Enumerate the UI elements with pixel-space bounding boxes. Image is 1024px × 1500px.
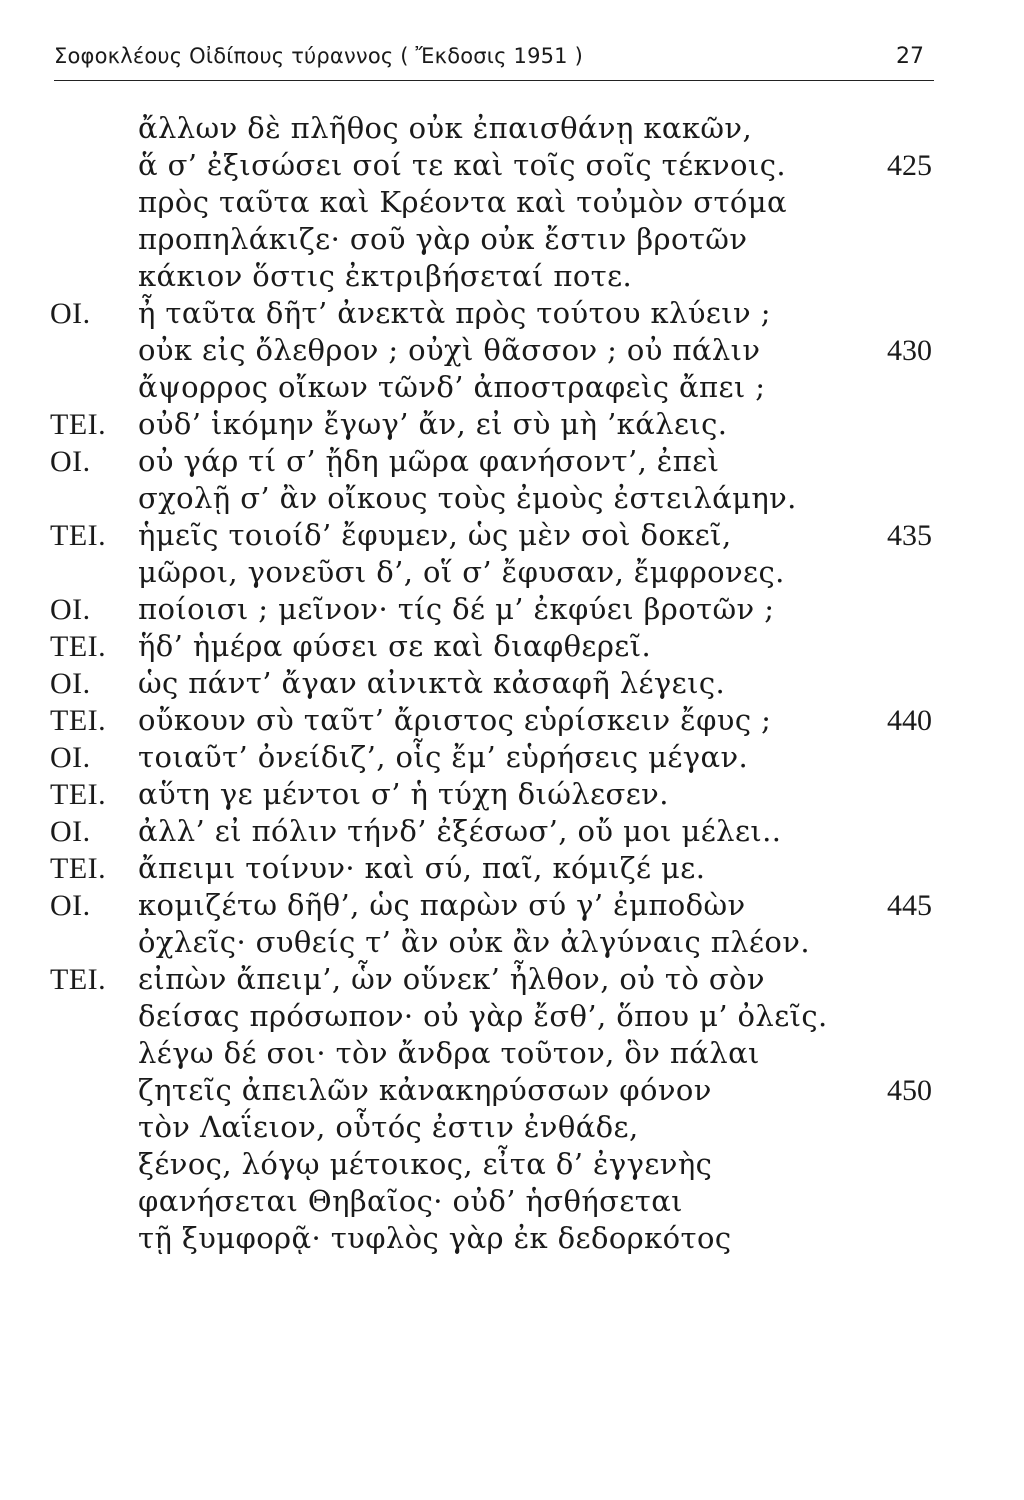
line-number: 435 [887,519,932,552]
verse-text-line: πρὸς ταῦτα καὶ Κρέοντα καὶ τοὐμὸν στόμα [138,185,788,219]
verse-line [0,628,1024,665]
verse-text [0,110,1024,1257]
verse-line [0,332,1024,369]
running-header [54,38,934,81]
line-number: 440 [887,704,932,737]
verse-text-line: τῇ ξυμφορᾷ· τυφλὸς γὰρ ἐκ δεδορκότος [138,1221,732,1255]
verse-text-line: τοιαῦτ’ ὀνείδιζ’, οἷς ἔμ’ εὑρήσεις μέγαν. [138,740,749,774]
verse-text-line: ὡς πάντ’ ἄγαν αἰνικτὰ κἀσαφῆ λέγεις. [138,666,726,700]
verse-text-line: αὕτη γε μέντοι σ’ ἡ τύχη διώλεσεν. [138,777,669,811]
verse-text-line: ζητεῖς ἀπειλῶν κἀνακηρύσσων φόνον [138,1073,712,1107]
speaker-label: ΤΕΙ. [50,704,107,737]
speaker-label: ΤΕΙ. [50,778,107,811]
line-number: 430 [887,334,932,367]
verse-text-line: οὔκουν σὺ ταῦτ’ ἄριστος εὑρίσκειν ἔφυς ; [138,703,772,737]
verse-line [0,110,1024,147]
line-number: 445 [887,889,932,922]
verse-line [0,443,1024,480]
verse-text-line: προπηλάκιζε· σοῦ γὰρ οὐκ ἔστιν βροτῶν [138,222,748,256]
verse-text-line: φανήσεται Θηβαῖος· οὐδ’ ἡσθήσεται [138,1184,683,1218]
verse-line [0,776,1024,813]
verse-line [0,813,1024,850]
line-number: 425 [887,149,932,182]
verse-text-line: οὐδ’ ἱκόμην ἔγωγ’ ἄν, εἰ σὺ μὴ ’κάλεις. [138,407,728,441]
verse-text-line: εἰπὼν ἄπειμ’, ὧν οὕνεκ’ ἦλθον, οὐ τὸ σὸν [138,962,765,996]
verse-line [0,961,1024,998]
speaker-label: ΤΕΙ. [50,852,107,885]
verse-line [0,258,1024,295]
verse-text-line: λέγω δέ σοι· τὸν ἄνδρα τοῦτον, ὃν πάλαι [138,1036,760,1070]
verse-text-line: σχολῇ σ’ ἂν οἴκους τοὺς ἐμοὺς ἐστειλάμην. [138,481,797,515]
verse-text-line: ξένος, λόγῳ μέτοικος, εἶτα δ’ ἐγγενὴς [138,1147,713,1181]
verse-line [0,480,1024,517]
verse-line [0,998,1024,1035]
verse-line [0,147,1024,184]
verse-text-line: ὀχλεῖς· συθείς τ’ ἂν οὐκ ἂν ἀλγύναις πλέον. [138,925,810,959]
speaker-label: ΤΕΙ. [50,630,107,663]
verse-line [0,665,1024,702]
verse-text-line: μῶροι, γονεῦσι δ’, οἵ σ’ ἔφυσαν, ἔμφρονες. [138,555,785,589]
verse-line [0,295,1024,332]
verse-line [0,406,1024,443]
verse-text-line: ἀλλ’ εἰ πόλιν τήνδ’ ἐξέσωσ’, οὔ μοι μέλει.. [138,814,782,848]
verse-text-line: ἄπειμι τοίνυν· καὶ σύ, παῖ, κόμιζέ με. [138,851,706,885]
verse-text-line: τὸν Λαΐειον, οὗτός ἐστιν ἐνθάδε, [138,1110,639,1144]
verse-line [0,1220,1024,1257]
verse-text-line: κομιζέτω δῆθ’, ὡς παρὼν σύ γ’ ἐμποδὼν [138,888,746,922]
verse-text-line: ἡμεῖς τοιοίδ’ ἔφυμεν, ὡς μὲν σοὶ δοκεῖ, [138,518,732,552]
verse-text-line: ποίοισι ; μεῖνον· τίς δέ μ’ ἐκφύει βροτῶν ; [138,592,775,626]
speaker-label: ΟΙ. [50,297,91,330]
verse-line [0,1072,1024,1109]
verse-line [0,184,1024,221]
verse-text-line: ἄλλων δὲ πλῆθος οὐκ ἐπαισθάνῃ κακῶν, [138,111,753,145]
line-number: 450 [887,1074,932,1107]
speaker-label: ΤΕΙ. [50,408,107,441]
verse-line [0,702,1024,739]
verse-line [0,739,1024,776]
speaker-label: ΟΙ. [50,889,91,922]
verse-text-line: ἥδ’ ἡμέρα φύσει σε καὶ διαφθερεῖ. [138,629,652,663]
verse-line [0,369,1024,406]
speaker-label: ΟΙ. [50,667,91,700]
verse-line [0,850,1024,887]
verse-line [0,591,1024,628]
verse-text-line: οὐ γάρ τί σ’ ᾔδη μῶρα φανήσοντ’, ἐπεὶ [138,444,720,478]
verse-line [0,554,1024,591]
verse-text-line: δείσας πρόσωπον· οὐ γὰρ ἔσθ’, ὅπου μ’ ὀλεῖς. [138,999,828,1033]
verse-text-line: ἦ ταῦτα δῆτ’ ἀνεκτὰ πρὸς τούτου κλύειν ; [138,296,771,330]
speaker-label: ΟΙ. [50,741,91,774]
speaker-label: ΤΕΙ. [50,963,107,996]
verse-text-line: ἅ σ’ ἐξισώσει σοί τε καὶ τοῖς σοῖς τέκνοις. [138,148,786,182]
page-number: 27 [896,44,924,69]
verse-line [0,887,1024,924]
speaker-label: ΤΕΙ. [50,519,107,552]
verse-line [0,517,1024,554]
verse-line [0,1035,1024,1072]
speaker-label: ΟΙ. [50,445,91,478]
verse-line [0,1146,1024,1183]
verse-text-line: οὐκ εἰς ὄλεθρον ; οὐχὶ θᾶσσον ; οὐ πάλιν [138,333,761,367]
verse-line [0,924,1024,961]
speaker-label: ΟΙ. [50,815,91,848]
verse-line [0,1109,1024,1146]
running-title: Σοφοκλέους Οἰδίπους τύραννος ( Ἔκδοσις 1951 ) [54,44,584,68]
verse-text-line: κάκιον ὅστις ἐκτριβήσεταί ποτε. [138,259,633,293]
verse-line [0,221,1024,258]
verse-text-line: ἄψορρος οἴκων τῶνδ’ ἀποστραφεὶς ἄπει ; [138,370,766,404]
verse-line [0,1183,1024,1220]
speaker-label: ΟΙ. [50,593,91,626]
